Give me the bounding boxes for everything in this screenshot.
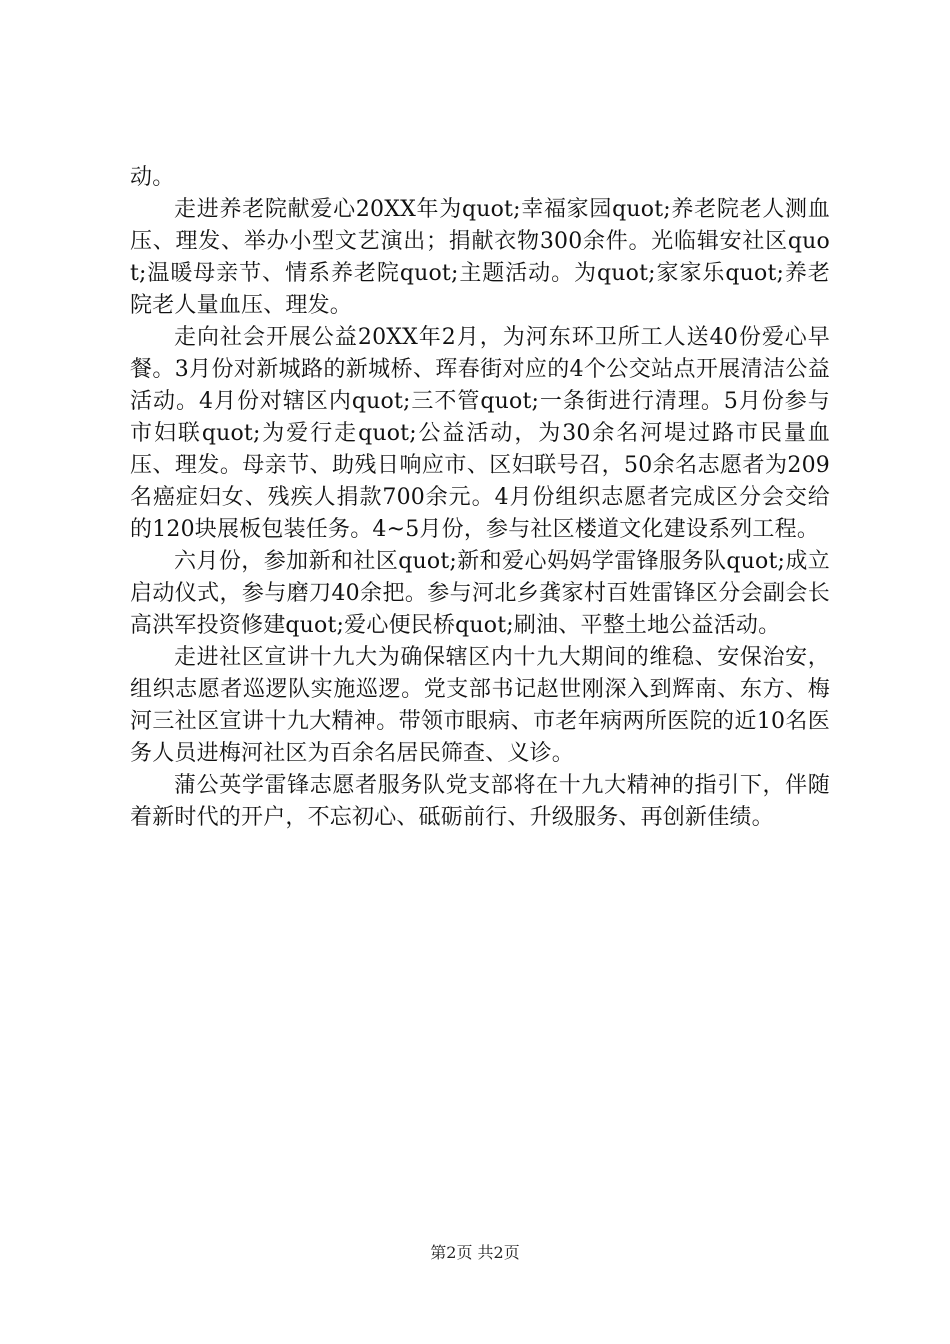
paragraph-continuation: 动。 [130,165,175,190]
paragraph-community-lecture: 走进社区宣讲十九大为确保辖区内十九大期间的维稳、安保治安，组织志愿者巡逻队实施巡逻。党支部书记赵世刚深入到辉南、东方、梅河三社区宣讲十九大精神。带领市眼病、市老年病两所医院的近10名医务人员进梅河社区为百余名居民筛查、义诊。 [130,645,830,766]
page-number-footer: 第2页 共2页 [430,1243,520,1262]
paragraph-nursing-home: 走进养老院献爱心20XX年为quot;幸福家园quot;养老院老人测血压、理发、举办小型文艺演出；捐献衣物300余件。光临辑安社区quot;温暖母亲节、情系养老院quot;主题活动。为quot;家家乐quot;养老院老人量血压、理发。 [130,197,830,318]
paragraph-public-welfare: 走向社会开展公益20XX年2月，为河东环卫所工人送40份爱心早餐。3月份对新城路的新城桥、珲春街对应的4个公交站点开展清洁公益活动。4月份对辖区内quot;三不管quot;一条街进行清理。5月份参与市妇联quot;为爱行走quot;公益活动，为30余名河堤过路市民量血压、理发。母亲节、助残日响应市、区妇联号召，50余名志愿者为209名癌症妇女、残疾人捐款700余元。4月份组织志愿者完成区分会交给的120块展板包装任务。4~5月份，参与社区楼道文化建设系列工程。 [130,325,830,542]
document-body [130,162,830,834]
paragraph-conclusion: 蒲公英学雷锋志愿者服务队党支部将在十九大精神的指引下，伴随着新时代的开户，不忘初心、砥砺前行、升级服务、再创新佳绩。 [130,773,830,830]
paragraph-june: 六月份，参加新和社区quot;新和爱心妈妈学雷锋服务队quot;成立启动仪式，参与磨刀40余把。参与河北乡龚家村百姓雷锋区分会副会长高洪军投资修建quot;爱心便民桥quot;刷油、平整土地公益活动。 [130,549,830,638]
